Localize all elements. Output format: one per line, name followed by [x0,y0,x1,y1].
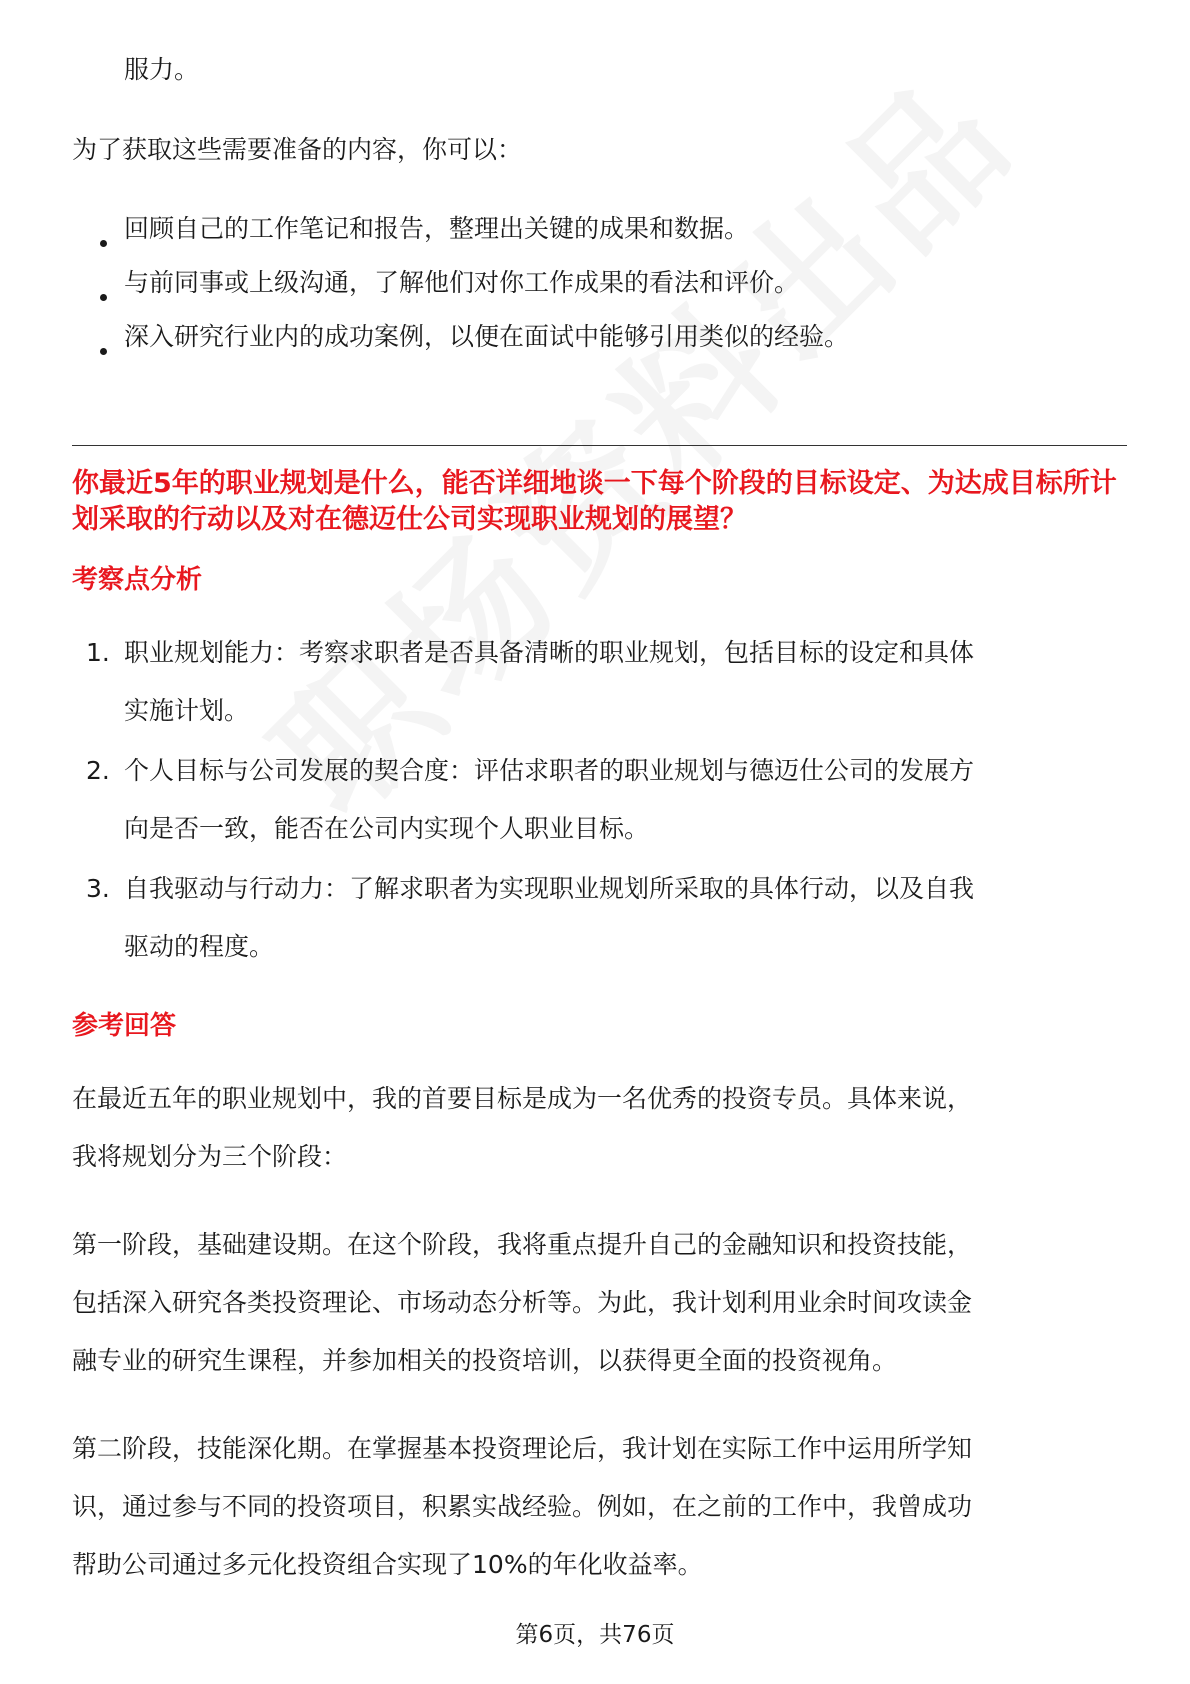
item-number: 3. [86,874,110,903]
item-number: 1. [86,638,110,667]
item-text: 个人目标与公司发展的契合度：评估求职者的职业规划与德迈仕公司的发展方 [124,756,975,785]
paragraph-line: 第一阶段，基础建设期。在这个阶段，我将重点提升自己的金融知识和投资技能， [72,1230,973,1259]
bullet-text: 回顾自己的工作笔记和报告，整理出关键的成果和数据。 [124,214,750,243]
analysis-title: 考察点分析 [72,565,203,595]
bullet-text: 深入研究行业内的成功案例，以便在面试中能够引用类似的经验。 [124,322,850,351]
item-text: 自我驱动与行动力：了解求职者为实现职业规划所采取的具体行动，以及自我 [124,874,975,903]
paragraph-line: 包括深入研究各类投资理论、市场动态分析等。为此，我计划利用业余时间攻读金 [72,1288,973,1317]
answer-title: 参考回答 [72,1011,177,1041]
item-text-continued: 实施计划。 [124,696,250,725]
bullet-icon [100,294,107,301]
interview-question: 你最近5年的职业规划是什么，能否详细地谈一下每个阶段的目标设定、为达成目标所计划采取的行动以及对在德迈仕公司实现职业规划的展望？ [72,468,1117,535]
paragraph-line: 帮助公司通过多元化投资组合实现了10%的年化收益率。 [72,1550,703,1579]
item-text-continued: 驱动的程度。 [124,932,275,961]
item-text-continued: 向是否一致，能否在公司内实现个人职业目标。 [124,814,650,843]
page-number-footer: 第6页，共76页 [515,1622,675,1648]
paragraph-line: 识，通过参与不同的投资项目，积累实战经验。例如，在之前的工作中，我曾成功 [72,1492,973,1521]
item-text: 职业规划能力：考察求职者是否具备清晰的职业规划，包括目标的设定和具体 [124,638,975,667]
paragraph-line: 第二阶段，技能深化期。在掌握基本投资理论后，我计划在实际工作中运用所学知 [72,1434,973,1463]
bullet-icon [100,240,107,247]
prep-intro: 为了获取这些需要准备的内容，你可以： [72,135,523,164]
paragraph-line: 在最近五年的职业规划中，我的首要目标是成为一名优秀的投资专员。具体来说， [72,1084,973,1113]
continuation-text: 服力。 [124,55,200,84]
bullet-icon [100,348,107,355]
paragraph-line: 我将规划分为三个阶段： [72,1142,348,1171]
section-divider [72,445,1127,446]
paragraph-line: 融专业的研究生课程，并参加相关的投资培训，以获得更全面的投资视角。 [72,1346,898,1375]
bullet-text: 与前同事或上级沟通，了解他们对你工作成果的看法和评价。 [124,268,800,297]
item-number: 2. [86,756,110,785]
